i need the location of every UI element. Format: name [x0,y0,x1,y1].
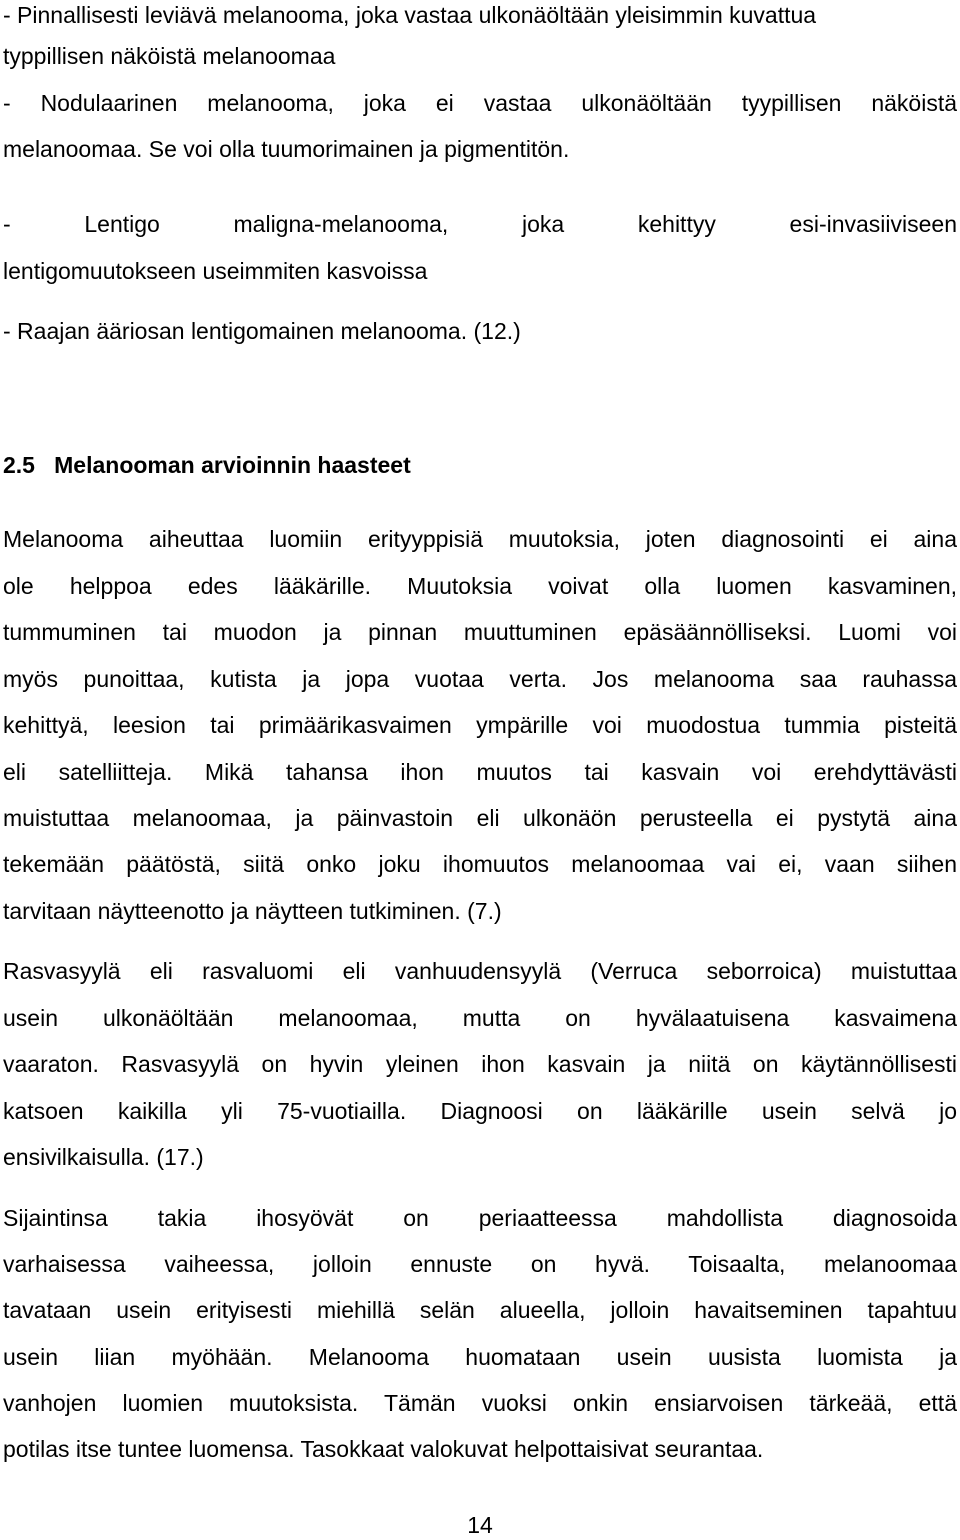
paragraph-line: tekemään päätöstä, siitä onko joku ihomuutos melanoomaa vai ei, vaan siihen [3,851,957,877]
list-item: - Lentigo maligna-melanooma, joka kehittyy esi-invasiiviseen [3,211,957,237]
page-number: 14 [467,1512,493,1538]
paragraph-line: eli satelliitteja. Mikä tahansa ihon muutos tai kasvain voi erehdyttävästi [3,759,957,785]
list-item: - Raajan ääriosan lentigomainen melanooma. (12.) [3,318,521,344]
paragraph-line: tummuminen tai muodon ja pinnan muuttuminen epäsäännölliseksi. Luomi voi [3,619,957,645]
list-item-continuation: lentigomuutokseen useimmiten kasvoissa [3,258,428,284]
paragraph-line: Sijaintinsa takia ihosyövät on periaatteessa mahdollista diagnosoida [3,1205,957,1231]
paragraph-line: ole helppoa edes lääkärille. Muutoksia voivat olla luomen kasvaminen, [3,573,957,599]
list-item: - Nodulaarinen melanooma, joka ei vastaa ulkonäöltään tyypillisen näköistä [3,90,957,116]
paragraph-line: usein liian myöhään. Melanooma huomataan usein uusista luomista ja [3,1344,957,1370]
paragraph-line: tarvitaan näytteenotto ja näytteen tutkiminen. (7.) [3,898,502,924]
list-item-continuation: melanoomaa. Se voi olla tuumorimainen ja pigmentitön. [3,136,570,162]
paragraph-line: tavataan usein erityisesti miehillä selän alueella, jolloin havaitseminen tapahtuu [3,1297,957,1323]
paragraph-line: katsoen kaikilla yli 75-vuotiailla. Diagnoosi on lääkärille usein selvä jo [3,1098,957,1124]
paragraph-line: myös punoittaa, kutista ja jopa vuotaa verta. Jos melanooma saa rauhassa [3,666,957,692]
paragraph-line: Rasvasyylä eli rasvaluomi eli vanhuudensyylä (Verruca seborroica) muistuttaa [3,958,957,984]
paragraph-line: ensivilkaisulla. (17.) [3,1144,204,1170]
paragraph-line: Melanooma aiheuttaa luomiin erityyppisiä muutoksia, joten diagnosointi ei aina [3,526,957,552]
paragraph-line: muistuttaa melanoomaa, ja päinvastoin eli ulkonäön perusteella ei pystytä aina [3,805,957,831]
paragraph-line: vaaraton. Rasvasyylä on hyvin yleinen ihon kasvain ja niitä on käytännöllisesti [3,1051,957,1077]
paragraph-line: varhaisessa vaiheessa, jolloin ennuste on hyvä. Toisaalta, melanoomaa [3,1251,957,1277]
paragraph-line: vanhojen luomien muutoksista. Tämän vuoksi onkin ensiarvoisen tärkeää, että [3,1390,957,1416]
list-item-continuation: typpillisen näköistä melanoomaa [3,43,336,69]
list-item: - Pinnallisesti leviävä melanooma, joka vastaa ulkonäöltään yleisimmin kuvattua [3,2,817,28]
paragraph-line: potilas itse tuntee luomensa. Tasokkaat valokuvat helpottaisivat seurantaa. [3,1436,764,1462]
paragraph-line: kehittyä, leesion tai primäärikasvaimen ympärille voi muodostua tummia pisteitä [3,712,957,738]
paragraph-line: usein ulkonäöltään melanoomaa, mutta on hyvälaatuisena kasvaimena [3,1005,957,1031]
section-heading: 2.5 Melanooman arvioinnin haasteet [3,452,411,478]
